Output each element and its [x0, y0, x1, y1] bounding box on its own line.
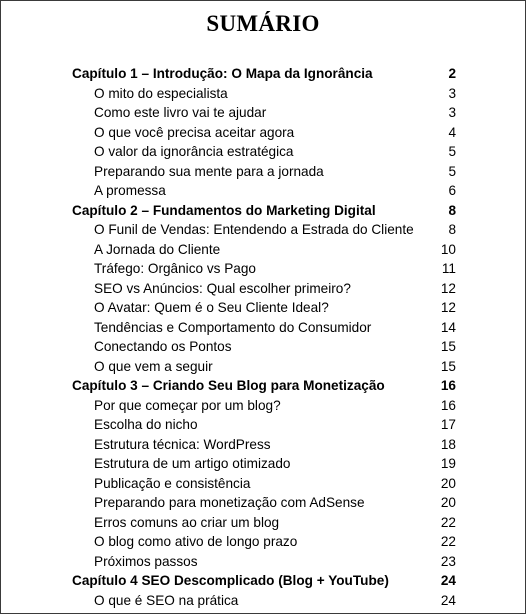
toc-entry-label: Tendências e Comportamento do Consumidor	[94, 319, 372, 335]
toc-page-number: 6	[448, 183, 456, 198]
toc-section-entry[interactable]	[72, 220, 456, 240]
toc-entry-label: O mito do especialista	[94, 85, 228, 101]
toc-page-number: 14	[440, 319, 456, 335]
toc-entry-label: Erros comuns ao criar um blog	[94, 514, 280, 530]
toc-chapter-entry[interactable]	[72, 571, 456, 591]
toc-page-number: 8	[448, 222, 456, 237]
toc-entry-label: Estrutura de um artigo otimizado	[94, 456, 291, 471]
toc-chapter-entry[interactable]	[72, 64, 456, 84]
toc-section-entry[interactable]	[72, 435, 456, 455]
toc-section-entry[interactable]	[72, 474, 456, 494]
toc-section-entry[interactable]	[72, 513, 456, 533]
toc-section-entry[interactable]	[72, 181, 456, 201]
toc-entry-label: Preparando para monetização com AdSense	[94, 495, 365, 510]
toc-section-entry[interactable]	[72, 162, 456, 182]
toc-section-entry[interactable]	[72, 591, 456, 611]
toc-page-number: 4	[448, 124, 456, 140]
toc-page-number: 22	[440, 514, 456, 530]
toc-section-entry[interactable]	[72, 84, 456, 104]
toc-chapter-entry[interactable]	[72, 376, 456, 396]
toc-entry-label: O Avatar: Quem é o Seu Cliente Ideal?	[94, 300, 329, 315]
toc-section-entry[interactable]	[72, 415, 456, 435]
toc-entry-label: O que é SEO na prática	[94, 592, 239, 608]
toc-section-entry[interactable]	[72, 454, 456, 474]
toc-entry-label: Capítulo 2 – Fundamentos do Marketing Digital	[72, 202, 376, 218]
toc-entry-label: Tráfego: Orgânico vs Pago	[94, 261, 256, 276]
page-title: SUMÁRIO	[206, 11, 320, 36]
toc-entry-label: O valor da ignorância estratégica	[94, 144, 294, 159]
toc-section-entry[interactable]	[72, 103, 456, 123]
table-of-contents	[72, 64, 456, 610]
toc-page-number: 18	[440, 436, 456, 452]
toc-section-entry[interactable]	[72, 552, 456, 572]
toc-section-entry[interactable]	[72, 259, 456, 279]
toc-page-number: 12	[440, 300, 456, 315]
toc-entry-label: Por que começar por um blog?	[94, 397, 281, 413]
toc-entry-label: Capítulo 3 – Criando Seu Blog para Monetização	[72, 378, 385, 393]
toc-section-entry[interactable]	[72, 298, 456, 318]
toc-entry-label: Capítulo 4 SEO Descomplicado (Blog + YouTube)	[72, 573, 389, 588]
toc-entry-label: O blog como ativo de longo prazo	[94, 534, 298, 549]
toc-page-number: 11	[441, 261, 456, 276]
toc-entry-label: SEO vs Anúncios: Qual escolher primeiro?	[94, 280, 351, 296]
toc-page-number: 3	[448, 105, 456, 120]
toc-page-number: 15	[440, 339, 456, 354]
toc-page-number: 12	[440, 280, 456, 296]
toc-section-entry[interactable]	[72, 279, 456, 299]
toc-page-number: 10	[440, 241, 456, 257]
toc-entry-label: A Jornada do Cliente	[94, 241, 221, 257]
toc-entry-label: Estrutura técnica: WordPress	[94, 436, 271, 452]
toc-page-number: 19	[440, 456, 456, 471]
toc-entry-label: Escolha do nicho	[94, 417, 198, 432]
toc-page-number: 20	[440, 495, 456, 510]
toc-page-number: 16	[440, 378, 456, 393]
toc-page-number: 5	[448, 163, 456, 179]
toc-page-number: 22	[440, 534, 456, 549]
toc-page-number: 2	[448, 66, 456, 81]
toc-page-number: 24	[440, 573, 456, 588]
toc-page-number: 15	[440, 358, 456, 374]
toc-page-number: 3	[448, 85, 456, 101]
toc-entry-label: Preparando sua mente para a jornada	[94, 163, 324, 179]
toc-page-number: 5	[448, 144, 456, 159]
toc-entry-label: Próximos passos	[94, 553, 198, 569]
toc-section-entry[interactable]	[72, 396, 456, 416]
toc-section-entry[interactable]	[72, 493, 456, 513]
toc-section-entry[interactable]	[72, 142, 456, 162]
toc-entry-label: O Funil de Vendas: Entendendo a Estrada do Cliente	[94, 222, 414, 237]
toc-entry-label: O que você precisa aceitar agora	[94, 124, 295, 140]
toc-section-entry[interactable]	[72, 318, 456, 338]
toc-section-entry[interactable]	[72, 240, 456, 260]
toc-entry-label: Conectando os Pontos	[94, 339, 232, 354]
toc-section-entry[interactable]	[72, 357, 456, 377]
toc-page-number: 20	[440, 475, 456, 491]
toc-page-number: 17	[440, 417, 456, 432]
toc-page-number: 23	[440, 553, 456, 569]
toc-chapter-entry[interactable]	[72, 201, 456, 221]
toc-section-entry[interactable]	[72, 532, 456, 552]
toc-entry-label: O que vem a seguir	[94, 358, 213, 374]
toc-section-entry[interactable]	[72, 337, 456, 357]
toc-page-number: 16	[440, 397, 456, 413]
toc-page-number: 8	[448, 202, 456, 218]
toc-section-entry[interactable]	[72, 123, 456, 143]
toc-entry-label: A promessa	[94, 183, 166, 198]
toc-entry-label: Capítulo 1 – Introdução: O Mapa da Ignorância	[72, 66, 373, 81]
toc-page-number: 24	[440, 592, 456, 608]
toc-entry-label: Publicação e consistência	[94, 475, 251, 491]
toc-entry-label: Como este livro vai te ajudar	[94, 105, 267, 120]
